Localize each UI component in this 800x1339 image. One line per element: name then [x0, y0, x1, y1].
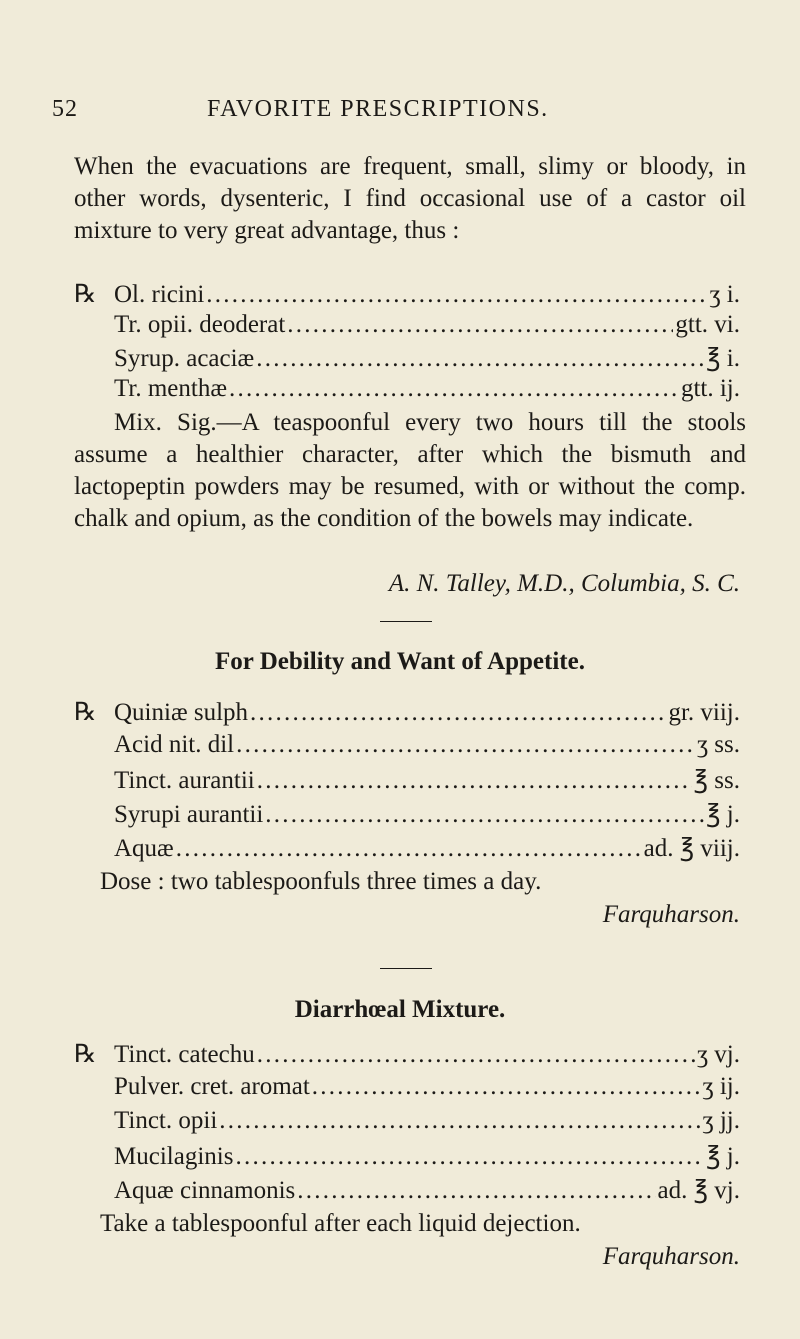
ingredient-dose: ʒ ss. — [696, 731, 740, 758]
recipe-directions: Dose : two tablespoonfuls three times a day. — [100, 868, 542, 895]
ingredient-name: Tinct. opii — [114, 1107, 218, 1134]
recipe-line — [74, 1141, 740, 1173]
dot-leader — [229, 375, 679, 403]
ingredient-name: Tr. opii. deoderat — [114, 311, 286, 338]
dot-leader — [236, 731, 695, 759]
dot-leader — [265, 801, 704, 829]
ingredient-dose: ℥ j. — [706, 801, 740, 828]
dot-leader — [287, 311, 673, 339]
recipe-line — [74, 731, 740, 763]
dot-leader — [250, 699, 666, 727]
ingredient-name: Tinct. aurantii — [114, 767, 255, 794]
ingredient-dose: ʒ ij. — [702, 1073, 740, 1100]
intro-paragraph: When the evacuations are frequent, small, slimy or bloody, in other words, dysenteric, I find occasional use of a castor oil mixture to very great advantage, thus : — [74, 153, 746, 244]
dot-leader — [297, 1177, 655, 1205]
recipe-line — [74, 343, 740, 375]
ingredient-dose: ad. ℥ viij. — [643, 835, 740, 862]
recipe-author: Farquharson. — [602, 1243, 740, 1270]
ingredient-dose: ℥ j. — [706, 1143, 740, 1170]
ingredient-name: Mucilaginis — [114, 1143, 234, 1170]
section-divider — [380, 621, 432, 622]
recipe-line — [74, 1073, 740, 1105]
recipe-line — [74, 833, 740, 865]
recipe-line — [74, 1175, 740, 1207]
ingredient-dose: gr. viij. — [668, 699, 740, 726]
ingredient-dose: gtt. vi. — [675, 311, 740, 338]
ingredient-dose: ʒ i. — [709, 281, 740, 308]
ingredient-name: Pulver. cret. aromat — [114, 1073, 310, 1100]
recipe-line — [74, 799, 740, 831]
dot-leader — [312, 1073, 701, 1101]
page-number: 52 — [52, 96, 78, 122]
dot-leader — [235, 1143, 704, 1171]
recipe-line — [74, 375, 740, 407]
recipe-directions: Take a tablespoonful after each liquid dejection. — [100, 1210, 581, 1237]
ingredient-name: Tinct. catechu — [114, 1041, 255, 1068]
ingredient-dose: gtt. ij. — [680, 375, 740, 402]
dot-leader — [176, 835, 642, 863]
page-header — [52, 96, 752, 136]
section-heading: Diarrhœal Mixture. — [294, 996, 506, 1023]
rx-symbol: ℞ — [74, 1041, 97, 1068]
rx-symbol: ℞ — [74, 699, 97, 726]
ingredient-name: Acid nit. dil — [114, 731, 235, 758]
ingredient-name: Tr. menthæ — [114, 375, 228, 402]
ingredient-name: Syrup. acaciæ — [114, 345, 255, 372]
running-title: FAVORITE PRESCRIPTIONS. — [207, 96, 549, 122]
recipe-author: Farquharson. — [602, 901, 740, 928]
ingredient-dose: ʒ jj. — [702, 1107, 740, 1134]
recipe-author: A. N. Talley, M.D., Columbia, S. C. — [388, 570, 740, 597]
ingredient-name: Syrupi aurantii — [114, 801, 264, 828]
recipe-line — [74, 765, 740, 797]
recipe-line — [74, 697, 740, 729]
ingredient-dose: ℥ i. — [706, 345, 740, 372]
dot-leader — [256, 345, 704, 373]
rx-symbol: ℞ — [74, 281, 97, 308]
recipe-line — [74, 311, 740, 343]
ingredient-name: Ol. ricini — [114, 281, 205, 308]
ingredient-name: Aquæ — [114, 835, 174, 862]
dot-leader — [257, 767, 692, 795]
ingredient-dose: ℥ ss. — [693, 767, 740, 794]
recipe-line — [74, 279, 740, 311]
recipe-line — [74, 1039, 740, 1071]
recipe-line — [74, 1107, 740, 1139]
ingredient-dose: ʒ vj. — [696, 1041, 740, 1068]
section-divider — [380, 968, 432, 969]
recipe-directions: Mix. Sig.—A teaspoonful every two hours till the stools assume a healthier character, after which the bismuth and lactopeptin powders may be resumed, with or without the comp. chalk and opium, as the condition of the bowels may indicate. — [74, 409, 746, 532]
ingredient-dose: ad. ℥ vj. — [657, 1177, 740, 1204]
dot-leader — [219, 1107, 700, 1135]
ingredient-name: Aquæ cinnamonis — [114, 1177, 296, 1204]
dot-leader — [206, 281, 707, 309]
dot-leader — [257, 1041, 695, 1069]
ingredient-name: Quiniæ sulph — [114, 699, 249, 726]
section-heading: For Debility and Want of Appetite. — [215, 648, 585, 675]
